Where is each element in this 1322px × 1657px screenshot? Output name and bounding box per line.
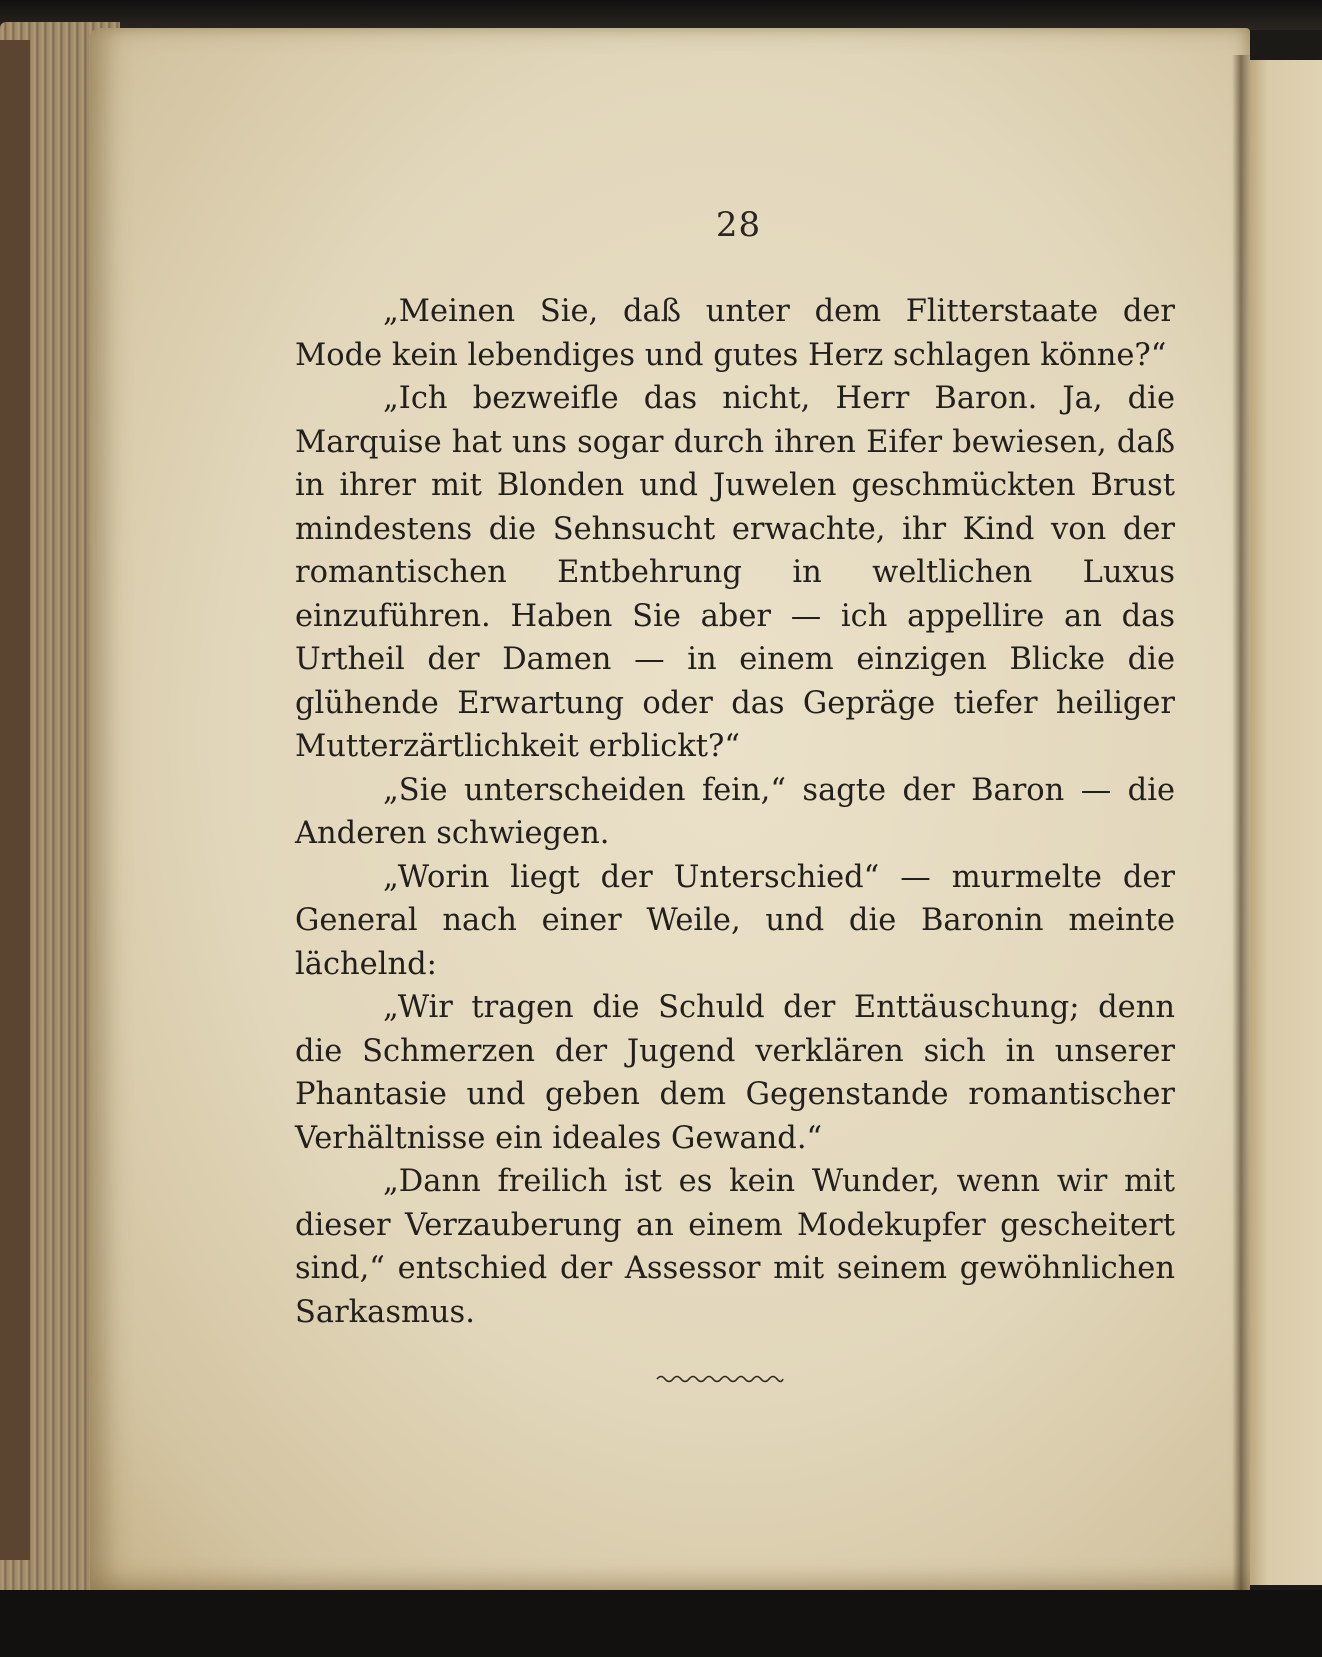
page-gutter-shadow (1232, 55, 1250, 1590)
scan-background-top (0, 0, 1322, 30)
paragraph: „Wir tragen die Schuld der Enttäuschung; denn die Schmerzen der Jugend verklären sich in unserer Phantasie und geben dem Gegenstande romantischer Verhältnisse ein ideales Gewand.“ (295, 990, 1175, 1156)
wavy-divider-ornament (655, 1372, 785, 1386)
paragraph: „Dann freilich ist es kein Wunder, wenn wir mit dieser Verzauberung an einem Modekupfer gescheitert sind,“ entschied der Assessor mit seinem gewöhnlichen Sarkasmus. (295, 1164, 1175, 1330)
book-cover-edge (0, 40, 30, 1560)
paragraph: „Sie unterscheiden fein,“ sagte der Baron — die Anderen schwiegen. (295, 772, 1175, 851)
body-text (295, 290, 1175, 1334)
facing-page-edge (1245, 60, 1322, 1585)
scan-background-bottom (0, 1590, 1322, 1657)
page-number: 28 (715, 205, 762, 245)
paragraph: „Meinen Sie, daß unter dem Flitterstaate der Mode kein lebendiges und gutes Herz schlagen könne?“ (295, 294, 1175, 373)
paragraph: „Ich bezweifle das nicht, Herr Baron. Ja, die Marquise hat uns sogar durch ihren Eifer bewiesen, daß in ihrer mit Blonden und Juwelen geschmückten Brust mindestens die Sehnsucht erwachte, ihr Kind von der romantischen Entbehrung in weltlichen Luxus einzuführen. Haben Sie aber — ich appellire an das Urtheil der Damen — in einem einzigen Blicke die glühende Erwartung oder das Gepräge tiefer heiliger Mutterzärtlichkeit erblickt?“ (295, 381, 1175, 764)
paragraph: „Worin liegt der Unterschied“ — murmelte der General nach einer Weile, und die Baronin meinte lächelnd: (295, 859, 1175, 982)
